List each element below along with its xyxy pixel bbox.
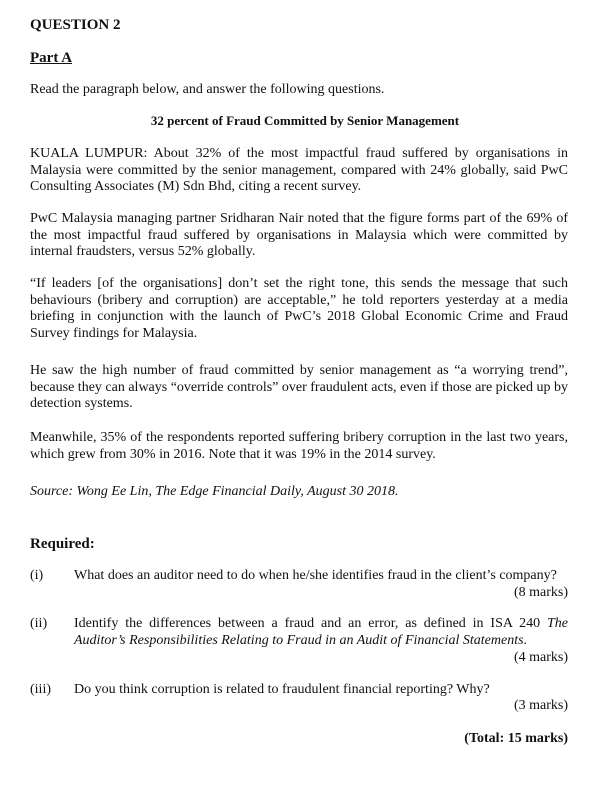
question-text-end: . (523, 632, 528, 648)
question-text: What does an auditor need to do when he/she identifies fraud in the client’s company? (74, 568, 557, 583)
question-number: (ii) (30, 616, 48, 631)
question-text (74, 616, 568, 649)
question-marks: (8 marks) (513, 585, 568, 600)
article-paragraph-4: He saw the high number of fraud committed by senior management as “a worrying trend”, because they can always “override controls” over fraudulent acts, even if those are picked up by detection systems. (30, 363, 568, 411)
article-paragraph-5: Meanwhile, 35% of the respondents reported suffering bribery corruption in the last two years, which grew from 30% in 2016. Note that it was 19% in the 2014 survey. (30, 430, 568, 462)
question-number: (i) (30, 568, 44, 583)
instruction-text: Read the paragraph below, and answer the following questions. (30, 82, 385, 97)
question-text-plain: Identify the differences between a fraud and an error, as defined in ISA 240 (74, 616, 547, 631)
total-marks: (Total: 15 marks) (464, 731, 568, 746)
standard-title: The Auditor’s Responsibilities Relating to Fraud in an Audit of Financial Statements (74, 616, 568, 648)
question-marks: (4 marks) (513, 650, 568, 665)
question-title: QUESTION 2 (30, 17, 121, 33)
article-paragraph-1: KUALA LUMPUR: About 32% of the most impactful fraud suffered by organisations in Malaysia were committed by the senior management, compared with 24% globally, said PwC Consulting Associates (M) Sdn Bhd, citing a recent survey. (30, 146, 568, 194)
question-number: (iii) (30, 682, 51, 697)
required-heading: Required: (30, 536, 95, 552)
question-marks: (3 marks) (513, 698, 568, 713)
article-source: Source: Wong Ee Lin, The Edge Financial Daily, August 30 2018. (30, 484, 399, 499)
article-paragraph-3: “If leaders [of the organisations] don’t set the right tone, this sends the message that such behaviours (bribery and corruption) are acceptable,” he told reporters yesterday at a media briefing in conjunction with the launch of PwC’s 2018 Global Economic Crime and Fraud Survey findings for Malaysia. (30, 276, 568, 341)
article-headline: 32 percent of Fraud Committed by Senior Management (150, 113, 460, 128)
article-paragraph-2: PwC Malaysia managing partner Sridharan Nair noted that the figure forms part of the 69% of the most impactful fraud suffered by organisations in Malaysia which were committed by internal fraudsters, versus 52% globally. (30, 211, 568, 259)
question-text: Do you think corruption is related to fraudulent financial reporting? Why? (74, 682, 490, 697)
part-title: Part A (30, 50, 73, 66)
